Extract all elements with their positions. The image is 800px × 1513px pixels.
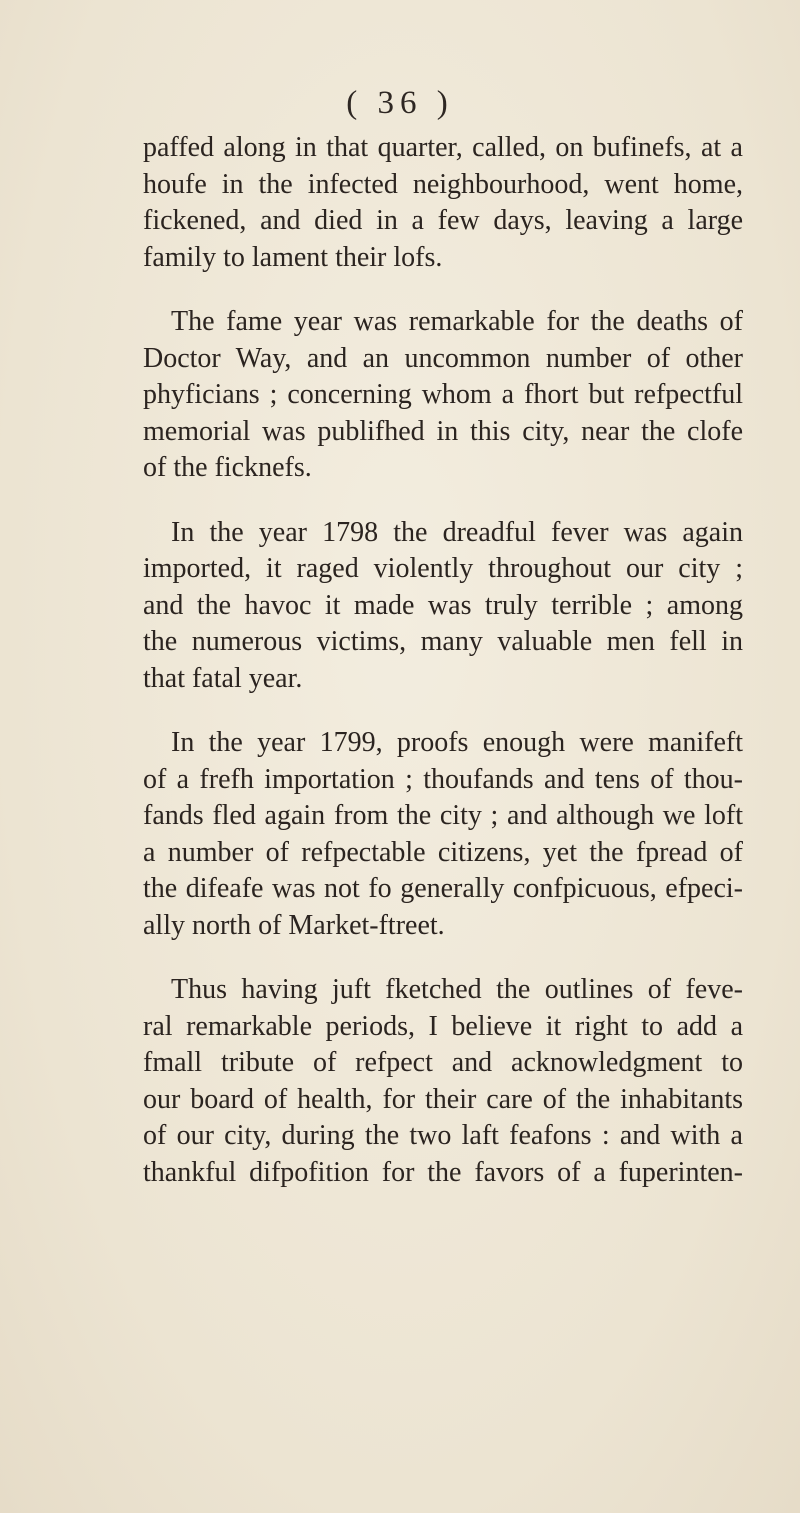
text-line: fmall tribute of refpect and acknowledgment to — [143, 1047, 743, 1078]
text-line: that fatal year. — [143, 662, 303, 694]
paragraph-5 — [143, 972, 743, 1191]
text-line: houfe in the infected neighbourhood, went home, — [143, 168, 743, 200]
text-line: paffed along in that quarter, called, on bufinefs, at a — [143, 132, 743, 163]
text-line: Thus having juft fketched the outlines of feve- — [171, 974, 743, 1005]
text-line: our board of health, for their care of the inhabitants — [143, 1083, 743, 1115]
body-text — [143, 130, 743, 1219]
text-line: the difeafe was not fo generally confpicuous, efpeci- — [143, 873, 743, 904]
text-line: The fame year was remarkable for the deaths of — [171, 306, 743, 337]
text-line: ally north of Market-ftreet. — [143, 909, 445, 941]
text-line: of a frefh importation ; thoufands and tens of thou- — [143, 763, 743, 795]
text-line: the numerous victims, many valuable men fell in — [143, 626, 743, 657]
text-line: In the year 1799, proofs enough were manifeft — [171, 727, 743, 758]
text-line: In the year 1798 the dreadful fever was again — [171, 516, 743, 548]
paragraph-2 — [143, 304, 743, 487]
text-line: of the ficknefs. — [143, 452, 312, 483]
text-line: memorial was publifhed in this city, near the clofe — [143, 415, 743, 447]
page-number: ( 36 ) — [346, 85, 454, 121]
paragraph-3 — [143, 515, 743, 698]
text-line: fands fled again from the city ; and although we loft — [143, 800, 743, 831]
paragraph-1 — [143, 130, 743, 276]
text-line: of our city, during the two laft feafons : and with a — [143, 1120, 743, 1151]
text-line: ral remarkable periods, I believe it right to add a — [143, 1010, 743, 1042]
text-line: thankful difpofition for the favors of a fuperinten- — [143, 1156, 743, 1188]
text-line: Doctor Way, and an uncommon number of other — [143, 342, 743, 374]
text-line: fickened, and died in a few days, leaving a large — [143, 205, 743, 236]
text-line: imported, it raged violently throughout our city ; — [143, 553, 743, 584]
text-line: family to lament their lofs. — [143, 241, 443, 273]
text-line: and the havoc it made was truly terrible ; among — [143, 589, 743, 621]
paragraph-4 — [143, 725, 743, 944]
text-line: phyficians ; concerning whom a fhort but refpectful — [143, 379, 743, 410]
text-line: a number of refpectable citizens, yet the fpread of — [143, 836, 743, 868]
